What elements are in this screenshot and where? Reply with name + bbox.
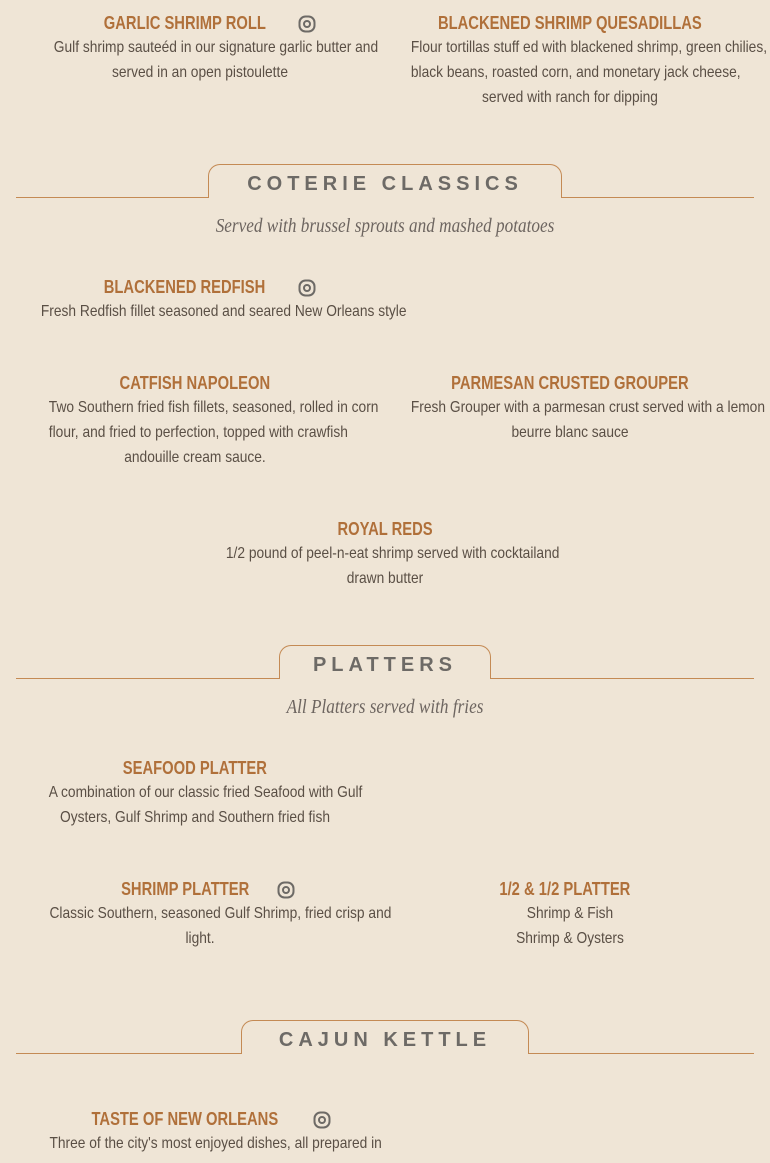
section-tab xyxy=(241,1020,529,1054)
menu-item-blackened-shrimp-quesadillas xyxy=(385,11,768,110)
menu-item-half-half-platter xyxy=(385,877,745,951)
item-title: PARMESAN CRUSTED GROUPER xyxy=(451,373,689,393)
section-tab xyxy=(208,164,562,198)
item-description: Flour tortillas stuff ed with blackened shrimp, green chilies, black beans, roasted corn, and monetary jack cheese, served with ranch for dipping xyxy=(410,39,768,106)
dot-circle-icon xyxy=(313,1111,329,1127)
section-title: COTERIE CLASSICS xyxy=(247,173,523,195)
item-title: ROYAL REDS xyxy=(337,519,433,539)
menu-item-shrimp-platter xyxy=(25,877,392,951)
section-subtitle: Served with brussel sprouts and mashed potatoes xyxy=(215,215,555,237)
item-title: SEAFOOD PLATTER xyxy=(122,758,268,778)
section-title: PLATTERS xyxy=(312,654,458,676)
item-title: CATFISH NAPOLEON xyxy=(119,373,271,393)
item-title: TASTE OF NEW ORLEANS xyxy=(91,1109,279,1129)
item-description: A combination of our classic fried Seafood with Gulf Oysters, Gulf Shrimp and Southern fried fish xyxy=(48,784,363,826)
section-title: CAJUN KETTLE xyxy=(278,1029,492,1051)
item-description: Fresh Redfish fillet seasoned and seared New Orleans style xyxy=(40,303,407,320)
dot-circle-icon xyxy=(277,881,293,897)
item-title: BLACKENED REDFISH xyxy=(104,277,266,297)
section-subtitle: All Platters served with fries xyxy=(286,696,484,718)
menu-item-catfish-napoleon xyxy=(25,371,379,470)
menu-item-royal-reds xyxy=(200,517,570,591)
menu-item-blackened-redfish xyxy=(15,275,407,324)
item-title: GARLIC SHRIMP ROLL xyxy=(103,13,267,33)
item-description: Fresh Grouper with a parmesan crust served with a lemon beurre blanc sauce xyxy=(410,399,765,441)
section-header-coterie-classics xyxy=(16,162,754,198)
section-header-platters xyxy=(16,643,754,679)
dot-circle-icon xyxy=(298,15,314,31)
section-tab xyxy=(279,645,491,679)
menu-item-seafood-platter xyxy=(25,756,365,830)
item-description: Two Southern fried fish fillets, seasoned, rolled in corn flour, and fried to perfection, topped with crawfish andouille cream sauce. xyxy=(48,399,379,466)
dot-circle-icon xyxy=(298,279,314,295)
menu-item-parmesan-crusted-grouper xyxy=(385,371,765,445)
item-description: Shrimp & Fish Shrimp & Oysters xyxy=(516,905,624,947)
item-title: SHRIMP PLATTER xyxy=(120,879,250,899)
item-title: 1/2 & 1/2 PLATTER xyxy=(499,879,631,899)
item-description: Classic Southern, seasoned Gulf Shrimp, fried crisp and light. xyxy=(49,905,392,947)
section-header-cajun-kettle xyxy=(16,1018,754,1054)
menu-item-taste-of-new-orleans xyxy=(25,1107,382,1156)
item-description: Three of the city's most enjoyed dishes, all prepared in xyxy=(49,1135,382,1152)
item-description: Gulf shrimp sauteéd in our signature garlic butter and served in an open pistoulette xyxy=(53,39,379,81)
menu-item-garlic-shrimp-roll xyxy=(30,11,379,85)
item-title: BLACKENED SHRIMP QUESADILLAS xyxy=(438,13,702,33)
item-description: 1/2 pound of peel-n-eat shrimp served with cocktailand drawn butter xyxy=(225,545,560,587)
